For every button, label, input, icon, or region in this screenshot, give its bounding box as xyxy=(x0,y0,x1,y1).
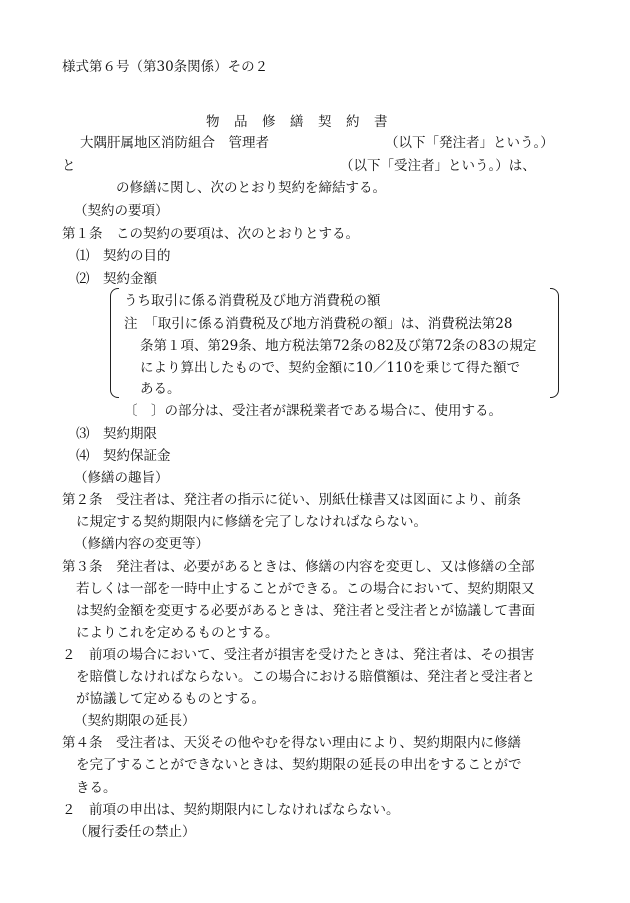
party-subject-line: の修繕に関し、次のとおり契約を締結する。 xyxy=(116,180,386,196)
article1-item-3: ⑶ 契約期限 xyxy=(76,426,157,442)
bracket-line-4: により算出したもので、契約金額に10／110を乗じて得た額で xyxy=(140,360,521,376)
article3-line-3: は契約金額を変更する必要があるときは、発注者と受注者とが協議して書面 xyxy=(76,603,535,619)
bracket-line-1: うち取引に係る消費税及び地方消費税の額 xyxy=(124,293,381,309)
article3-line-2: 若しくは一部を一時中止することができる。この場合において、契約期限又 xyxy=(76,581,535,597)
document-title: 物 品 修 繕 契 約 書 xyxy=(206,114,388,130)
article3-line-4: によりこれを定めるものとする。 xyxy=(76,625,279,641)
party-contractor-prefix: と xyxy=(62,158,76,174)
article5-heading: （履行委任の禁止） xyxy=(74,824,196,840)
bracket-line-2: 注 「取引に係る消費税及び地方消費税の額」は、消費税法第28 xyxy=(124,316,513,332)
article3-heading: （修繕内容の変更等） xyxy=(74,536,209,552)
article4-line-4: ２ 前項の申出は、契約期限内にしなければならない。 xyxy=(62,802,400,818)
article3-line-7: が協議して定めるものとする。 xyxy=(76,691,265,707)
bracket-left xyxy=(110,288,119,398)
article1-text: 第１条 この契約の要項は、次のとおりとする。 xyxy=(62,226,359,242)
article4-line-2: を完了することができないときは、契約期限の延長の申出をすることがで xyxy=(76,757,522,773)
article3-line-5: ２ 前項の場合において、受注者が損害を受けたときは、発注者は、その損害 xyxy=(62,647,535,663)
party-owner-name: 大隅肝属地区消防組合 管理者 xyxy=(80,135,269,151)
article1-item-1: ⑴ 契約の目的 xyxy=(76,248,171,264)
article3-line-1: 第３条 発注者は、必要があるときは、修繕の内容を変更し、又は修繕の全部 xyxy=(62,559,535,575)
bracket-note: 〔 〕の部分は、受注者が課税業者である場合に、使用する。 xyxy=(124,403,502,419)
article1-item-4: ⑷ 契約保証金 xyxy=(76,448,171,464)
bracket-line-3: 条第１項、第29条、地方税法第72条の82及び第72条の83の規定 xyxy=(140,338,537,354)
article4-line-1: 第４条 受注者は、天災その他やむを得ない理由により、契約期限内に修繕 xyxy=(62,735,521,751)
party-contractor-suffix: （以下「受注者」という。）は、 xyxy=(340,158,536,174)
article4-line-3: きる。 xyxy=(76,780,117,796)
party-owner-suffix: （以下「発注者」という。） xyxy=(385,135,554,151)
article2-line-1: 第２条 受注者は、発注者の指示に従い、別紙仕様書又は図面により、前条 xyxy=(62,492,521,508)
article4-heading: （契約期限の延長） xyxy=(74,713,196,729)
bracket-line-5: ある。 xyxy=(140,381,181,397)
article2-heading: （修繕の趣旨） xyxy=(74,470,169,486)
article2-line-2: に規定する契約期限内に修繕を完了しなければならない。 xyxy=(76,514,427,530)
bracket-right xyxy=(550,288,559,398)
article1-heading: （契約の要項） xyxy=(74,203,169,219)
form-number: 様式第６号（第30条関係）その２ xyxy=(62,59,269,75)
article1-item-2: ⑵ 契約金額 xyxy=(76,271,157,287)
article3-line-6: を賠償しなければならない。この場合における賠償額は、発注者と受注者と xyxy=(76,669,535,685)
